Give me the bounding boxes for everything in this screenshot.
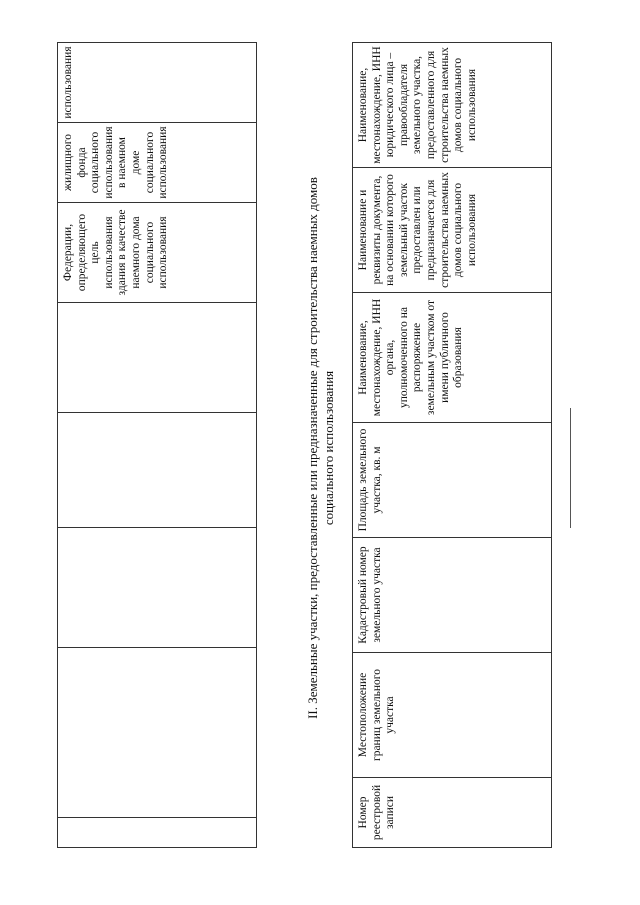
rotated-page — [50, 28, 590, 878]
top-table-cell-3 — [58, 527, 257, 647]
header-document-details: Наименование и реквизиты документа, на основании которого земельный участок предоставлен или предназначается для строительства наемных домов социального использования — [353, 167, 552, 292]
top-table-cell-4 — [58, 412, 257, 527]
header-plot-area: Площадь земельного участка, кв. м — [353, 422, 552, 537]
header-legal-entity: Наименование, местонахождение, ИНН юридического лица – правообладателя земельного участка, предоставленного для строительства наемных домов социального использования — [353, 42, 552, 167]
header-plot-location: Местоположение границ земельного участка — [353, 652, 552, 777]
section-title-line-2: социального использования — [321, 370, 336, 525]
top-table-cell-6: Федерации, определяющего цель использования здания в качестве наемного дома социального использования — [58, 202, 257, 302]
top-table-cell-5 — [58, 302, 257, 412]
top-table-cell-1 — [58, 817, 257, 847]
top-table-cell-8: использования — [58, 42, 257, 122]
header-record-number: Номер реестровой записи — [353, 777, 552, 847]
header-authority: Наименование, местонахождение, ИНН органа, уполномоченного на распоряжение земельным участком от имени публичного образования — [353, 292, 552, 422]
top-table-cell-7: жилищного фонда социального использования в наемном доме социального использования — [58, 122, 257, 202]
footnote-separator-line — [570, 408, 571, 528]
header-cadastral-number: Кадастровый номер земельного участка — [353, 537, 552, 652]
section-title-line-1: II. Земельные участки, предоставленные или предназначенные для строительства наемных домов — [305, 176, 320, 719]
land-plots-table — [352, 42, 552, 848]
document-page — [50, 28, 590, 878]
top-table — [57, 42, 257, 848]
top-table-cell-2 — [58, 647, 257, 817]
